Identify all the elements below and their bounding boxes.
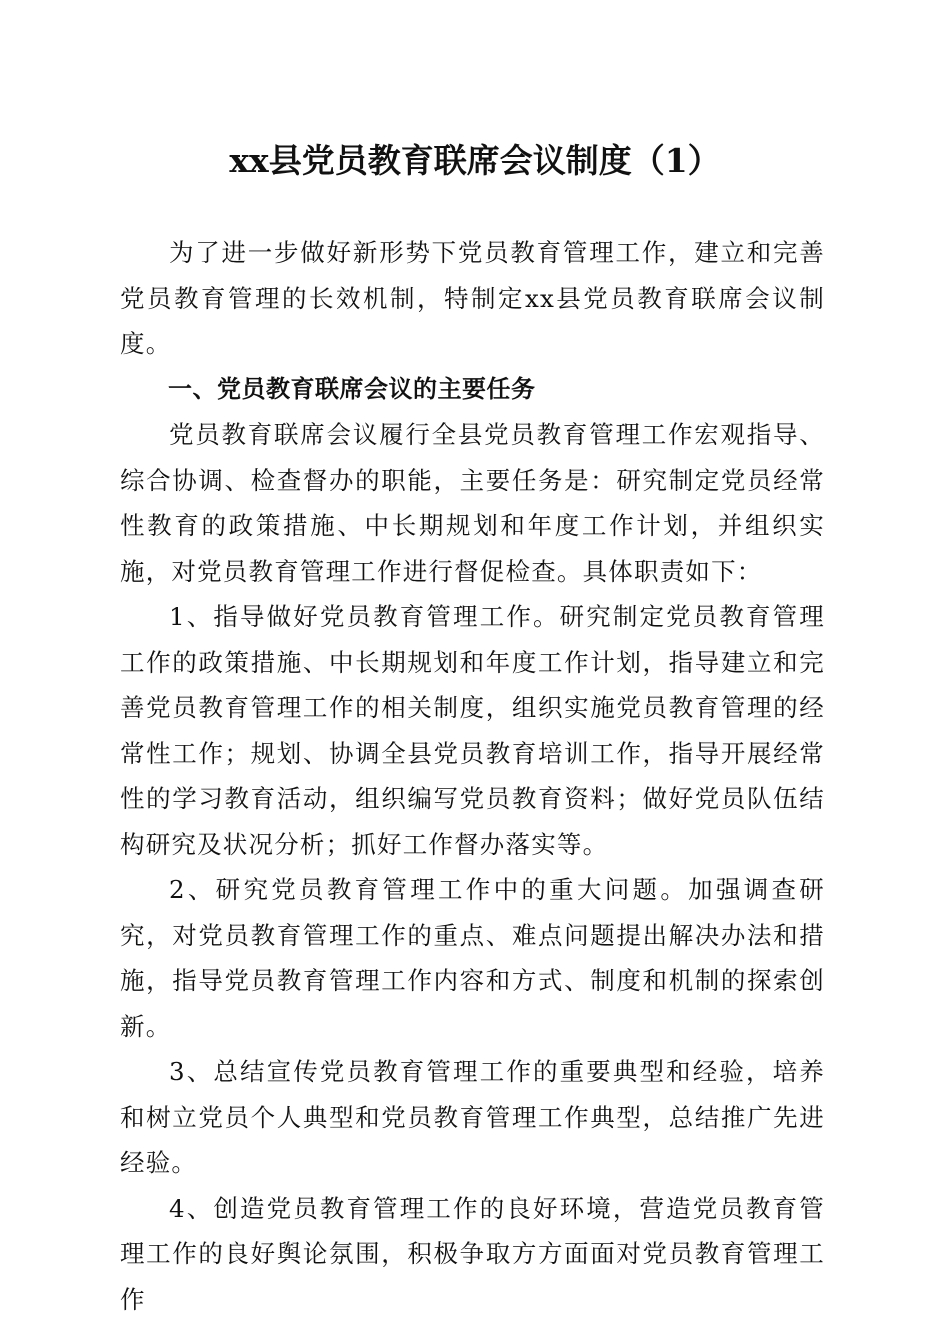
document-body <box>120 230 825 1322</box>
section-heading: 一、党员教育联席会议的主要任务 <box>168 374 536 403</box>
duty-item-1: 1、指导做好党员教育管理工作。研究制定党员教育管理工作的政策措施、中长期规划和年度工作计划，指导建立和完善党员教育管理工作的相关制度，组织实施党员教育管理的经常性工作；规划、协调全县党员教育培训工作，指导开展经常性的学习教育活动，组织编写党员教育资料；做好党员队伍结构研究及状况分析；抓好工作督办落实等。 <box>120 602 825 859</box>
duty-item-3: 3、总结宣传党员教育管理工作的重要典型和经验，培养和树立党员个人典型和党员教育管理工作典型，总结推广先进经验。 <box>120 1057 825 1177</box>
duty-item-2: 2、研究党员教育管理工作中的重大问题。加强调查研究，对党员教育管理工作的重点、难点问题提出解决办法和措施，指导党员教育管理工作内容和方式、制度和机制的探索创新。 <box>120 875 825 1041</box>
section-overview-paragraph: 党员教育联席会议履行全县党员教育管理工作宏观指导、综合协调、检查督办的职能，主要任务是：研究制定党员经常性教育的政策措施、中长期规划和年度工作计划，并组织实施，对党员教育管理工作进行督促检查。具体职责如下： <box>120 420 825 586</box>
duty-item-4: 4、创造党员教育管理工作的良好环境，营造党员教育管理工作的良好舆论氛围，积极争取方方面面对党员教育管理工作 <box>120 1193 825 1314</box>
document-title: xx县党员教育联席会议制度（1） <box>229 141 721 180</box>
intro-paragraph: 为了进一步做好新形势下党员教育管理工作，建立和完善党员教育管理的长效机制，特制定xx县党员教育联席会议制度。 <box>120 238 825 358</box>
